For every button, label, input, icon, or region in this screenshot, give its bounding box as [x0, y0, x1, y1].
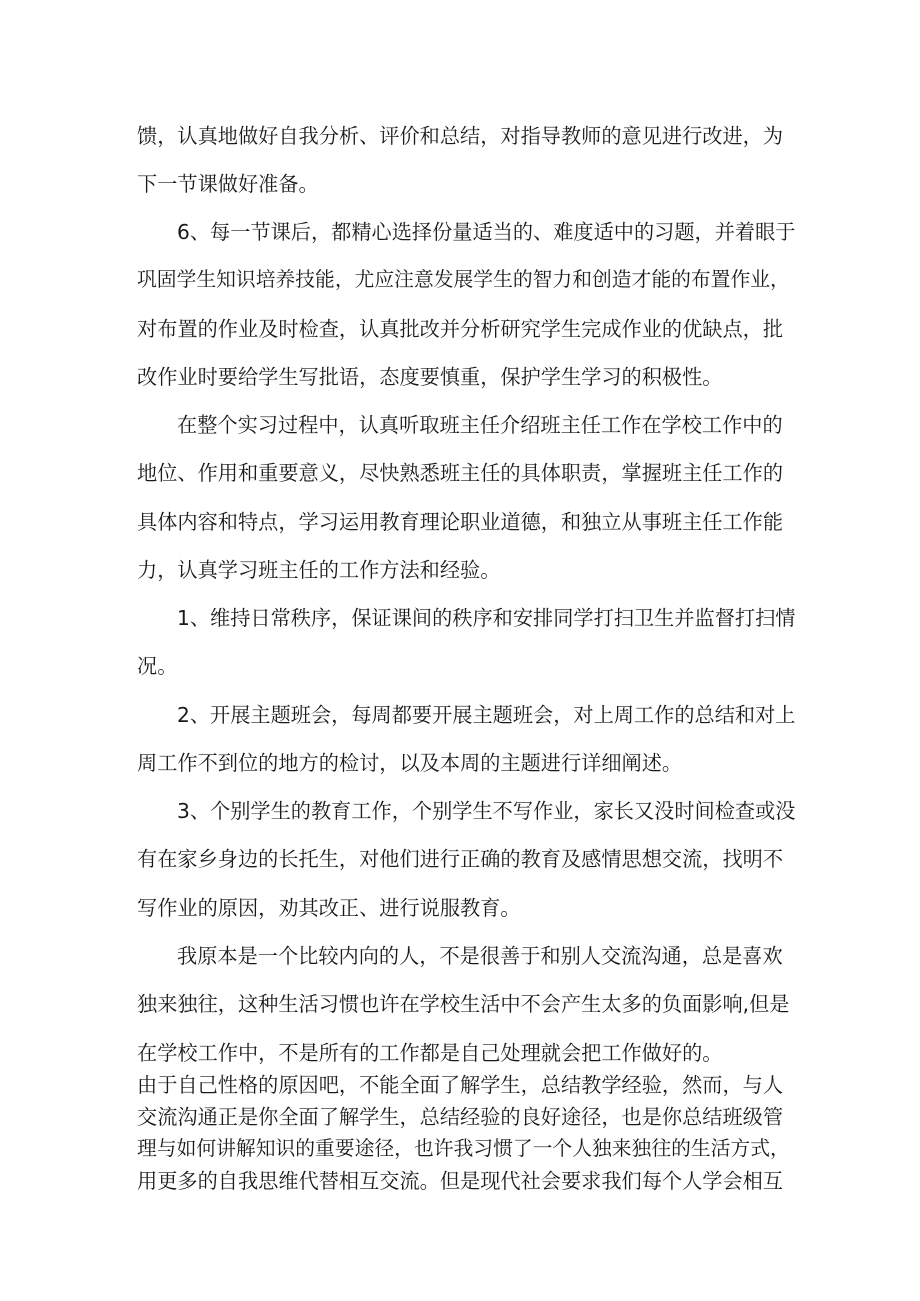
text-line: 改作业时要给学生写批语，态度要慎重，保护学生学习的积极性。	[137, 365, 723, 389]
text-line: 用更多的自我思维代替相互交流。但是现代社会要求我们每个人学会相互	[137, 1169, 784, 1193]
text-line: 独来独往，这种生活习惯也许在学校生活中不会产生太多的负面影响,但是	[137, 992, 790, 1016]
text-line: 巩固学生知识培养技能，尤应注意发展学生的智力和创造才能的布置作业，	[137, 268, 790, 291]
text-line: 对布置的作业及时检查，认真批改并分析研究学生完成作业的优缺点，批	[137, 317, 784, 341]
paragraph-first-line: 2、开展主题班会，每周都要开展主题班会，对上周工作的总结和对上	[177, 703, 796, 727]
text-line: 馈，认真地做好自我分析、评价和总结，对指导教师的意见进行改进，为	[137, 124, 784, 148]
text-line: 地位、作用和重要意义，尽快熟悉班主任的具体职责，掌握班主任工作的	[137, 461, 784, 485]
paragraph-first-line: 我原本是一个比较内向的人，不是很善于和别人交流沟通，总是喜欢	[177, 944, 783, 968]
text-line: 周工作不到位的地方的检讨，以及本周的主题进行详细阐述。	[137, 751, 683, 775]
text-line: 具体内容和特点，学习运用教育理论职业道德，和独立从事班主任工作能	[137, 510, 784, 534]
text-line: 写作业的原因，劝其改正、进行说服教育。	[137, 896, 521, 920]
text-line: 有在家乡身边的长托生，对他们进行正确的教育及感情思想交流，找明不	[137, 847, 784, 871]
paragraph-first-line: 3、个别学生的教育工作，个别学生不写作业，家长又没时间检查或没	[177, 799, 796, 823]
text-line: 交流沟通正是你全面了解学生，总结经验的良好途径，也是你总结班级管	[137, 1105, 784, 1129]
text-line: 理与如何讲解知识的重要途径，也许我习惯了一个人独来独往的生活方式，	[137, 1137, 790, 1160]
paragraph-first-line: 6、每一节课后，都精心选择份量适当的、难度适中的习题，并着眼于	[177, 220, 796, 244]
text-line: 下一节课做好准备。	[137, 172, 319, 196]
paragraph-first-line: 1、维持日常秩序，保证课间的秩序和安排同学打扫卫生并监督打扫情	[177, 606, 796, 630]
text-line: 力，认真学习班主任的工作方法和经验。	[137, 558, 501, 582]
text-line: 在学校工作中，不是所有的工作都是自己处理就会把工作做好的。	[137, 1041, 723, 1065]
paragraph-first-line: 在整个实习过程中，认真听取班主任介绍班主任工作在学校工作中的	[177, 413, 783, 437]
text-line: 况。	[137, 654, 178, 678]
text-line: 由于自己性格的原因吧，不能全面了解学生，总结教学经验，然而，与人	[137, 1073, 784, 1097]
